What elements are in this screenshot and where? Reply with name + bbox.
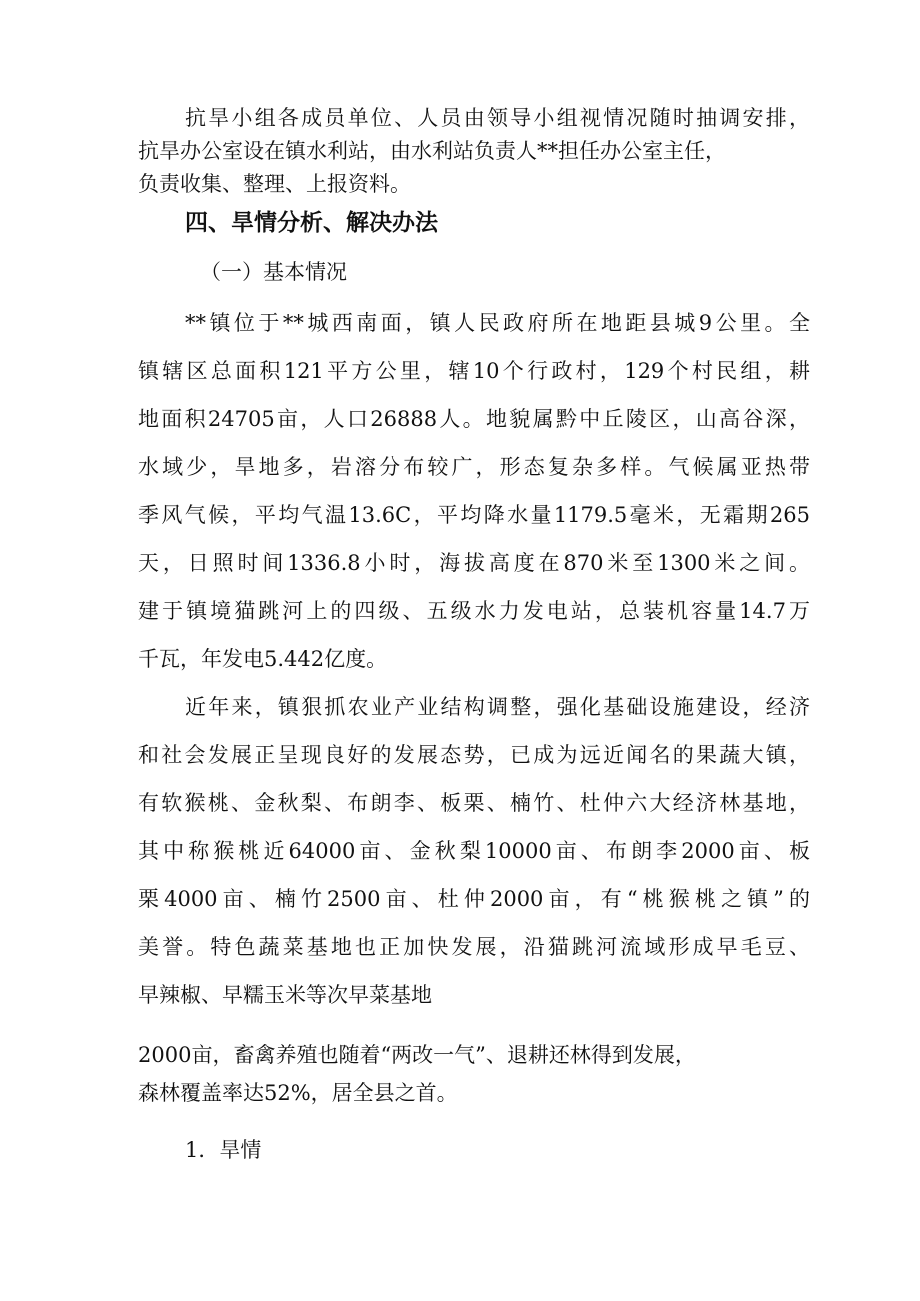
subsection-heading: （一）基本情况	[200, 260, 347, 284]
paragraph-1-line-8: 千瓦，年发电5.442亿度。	[138, 647, 388, 671]
paragraph-2-line-5: 栗4000亩、楠竹2500亩、杜仲2000亩，有“桃猴桃之镇”的	[138, 887, 810, 911]
intro-line-1: 抗旱小组各成员单位、人员由领导小组视情况随时抽调安排，	[185, 106, 810, 130]
item-heading: 1．旱情	[185, 1138, 262, 1162]
intro-line-3: 负责收集、整理、上报资料。	[138, 172, 411, 196]
paragraph-2-line-6: 美誉。特色蔬菜基地也正加快发展，沿猫跳河流域形成早毛豆、	[138, 935, 810, 959]
paragraph-1-line-6: 天，日照时间1336.8小时，海拔高度在870米至1300米之间。	[138, 551, 810, 575]
paragraph-1-line-5: 季风气候，平均气温13.6C，平均降水量1179.5毫米，无霜期265	[138, 503, 810, 527]
paragraph-2-line-7: 早辣椒、早糯玉米等次早菜基地	[138, 983, 432, 1007]
paragraph-1-line-7: 建于镇境猫跳河上的四级、五级水力发电站，总装机容量14.7万	[138, 599, 810, 623]
paragraph-1-line-1: **镇位于**城西南面，镇人民政府所在地距县城9公里。全	[185, 311, 810, 335]
paragraph-1-line-3: 地面积24705亩，人口26888人。地貌属黔中丘陵区，山高谷深，	[138, 407, 810, 431]
section-heading: 四、旱情分析、解决办法	[185, 210, 438, 236]
intro-line-2: 抗旱办公室设在镇水利站，由水利站负责人**担任办公室主任，	[138, 139, 726, 163]
paragraph-2-line-4: 其中称猴桃近64000亩、金秋梨10000亩、布朗李2000亩、板	[138, 839, 810, 863]
paragraph-3-line-1: 2000亩，畜禽养殖也随着“两改一气”、退耕还林得到发展，	[138, 1043, 696, 1067]
paragraph-2-line-3: 有软猴桃、金秋梨、布朗李、板栗、楠竹、杜仲六大经济林基地，	[138, 791, 810, 815]
paragraph-3-line-2: 森林覆盖率达52%，居全县之首。	[138, 1081, 458, 1105]
paragraph-1-line-4: 水域少，旱地多，岩溶分布较广，形态复杂多样。气候属亚热带	[138, 455, 810, 479]
paragraph-2-line-1: 近年来，镇狠抓农业产业结构调整，强化基础设施建设，经济	[185, 695, 810, 719]
paragraph-2-line-2: 和社会发展正呈现良好的发展态势，已成为远近闻名的果蔬大镇，	[138, 743, 810, 767]
paragraph-1-line-2: 镇辖区总面积121平方公里，辖10个行政村，129个村民组，耕	[138, 359, 810, 383]
